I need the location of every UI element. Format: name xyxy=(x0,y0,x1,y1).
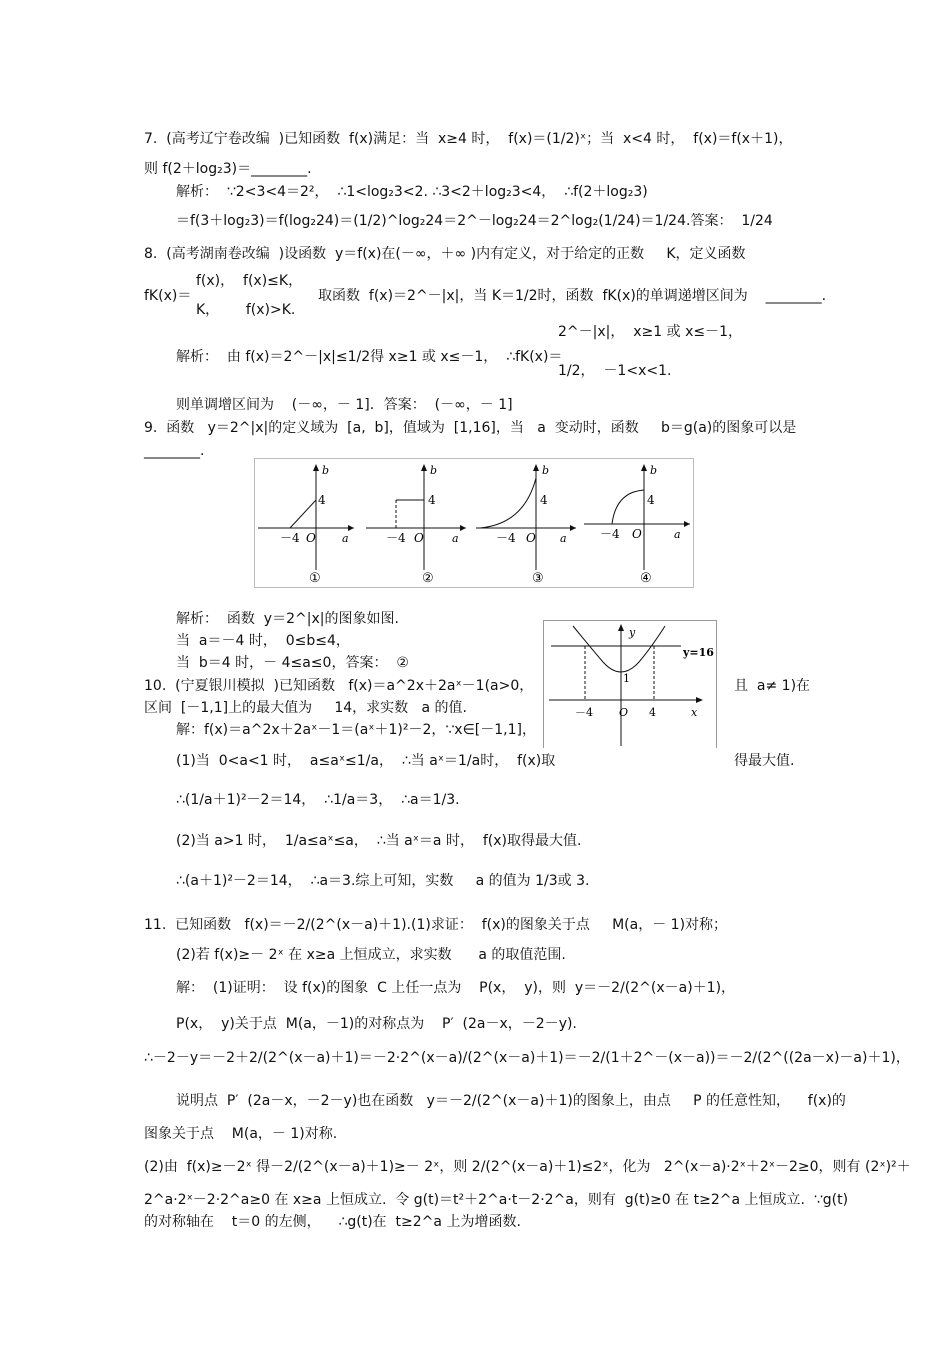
tick-4: 4 xyxy=(540,493,548,507)
a-axis-arrow xyxy=(684,521,690,527)
problem-11-conclusion: 说明点 P′ (2a－x，－2－y)也在函数 y＝－2/(2^(x－a)＋1)的图象上，由点 P 的任意性知， f(x)的 xyxy=(176,1093,846,1109)
problem-11-solution: 解： (1)证明： 设 f(x)的图象 C 上任一点为 P(x， y)，则 y＝－2/(2^(x－a)＋1)， xyxy=(176,980,736,996)
problem-8-answer: 则单调增区间为 (－∞，－ 1]．答案： (－∞，－ 1] xyxy=(176,397,513,413)
problem-8-sol-piece-1: 2^－|x|， x≥1 或 x≤－1， xyxy=(558,324,743,340)
problem-10-solution: 解：f(x)＝a^2x＋2aˣ－1＝(aˣ＋1)²－2，∵x∈[－1,1]， xyxy=(176,722,536,738)
problem-11-part-2: (2)若 f(x)≥－ 2ˣ 在 x≥a 上恒成立，求实数 a 的取值范围. xyxy=(176,947,566,963)
problem-10-case-2: (2)当 a>1 时， 1/a≤aˣ≤a， ∴当 aˣ＝a 时， f(x)取得最大值. xyxy=(176,833,582,849)
curve xyxy=(573,626,665,672)
problem-10-interval: 区间 [－1,1]上的最大值为 14，求实数 a 的值. xyxy=(144,700,467,716)
problem-10-case-1-cont: 得最大值. xyxy=(734,753,795,769)
problem-7-blank: 则 f(2＋log₂3)＝________. xyxy=(144,161,312,177)
problem-11-part-2-end: 的对称轴在 t＝0 的左侧， ∴g(t)在 t≥2^a 上为增函数. xyxy=(144,1214,521,1230)
problem-9-case-2: 当 b＝4 时，－ 4≤a≤0，答案： ② xyxy=(176,655,409,671)
caption-2: ② xyxy=(422,571,434,586)
tick-minus-4: －4 xyxy=(575,706,593,719)
problem-7-answer: ＝f(3＋log₂3)＝f(log₂24)＝(1/2)^log₂24＝2^－log₂24＝2^log₂(1/24)＝1/24.答案： 1/24 xyxy=(176,213,773,229)
a-axis-arrow xyxy=(460,525,466,531)
problem-9-figure xyxy=(254,458,694,588)
caption-3: ③ xyxy=(532,571,544,586)
problem-11-symmetric-point: P(x， y)关于点 M(a，－1)的对称点为 P′ (2a－x，－2－y). xyxy=(176,1016,577,1032)
b-axis-arrow xyxy=(533,464,539,471)
problem-11-part-2-cont: 2^a·2ˣ－2·2^a≥0 在 x≥a 上恒成立. 令 g(t)＝t²＋2^a·t－2·2^a，则有 g(t)≥0 在 t≥2^a 上恒成立. ∵g(t) xyxy=(144,1192,849,1208)
problem-8-sol-piece-2: 1/2， －1<x<1. xyxy=(558,363,672,379)
problem-9-solution: 解析： 函数 y＝2^|x|的图象如图. xyxy=(176,611,399,627)
problem-8-piece-2: K， f(x)>K. xyxy=(196,302,296,318)
origin-label: O xyxy=(526,531,536,545)
tick-4: 4 xyxy=(318,493,326,507)
tick-4: 4 xyxy=(647,493,655,507)
b-label: b xyxy=(430,464,438,477)
caption-1: ① xyxy=(309,571,321,586)
tick-minus-4: －4 xyxy=(600,527,620,541)
problem-11-conclusion-cont: 图象关于点 M(a，－ 1)对称. xyxy=(144,1126,338,1142)
a-axis-arrow xyxy=(570,525,576,531)
x-label: x xyxy=(691,706,698,719)
tick-1: 1 xyxy=(623,672,630,685)
b-axis-arrow xyxy=(421,464,427,471)
tick-minus-4: －4 xyxy=(386,531,406,545)
problem-8-question: 取函数 f(x)＝2^－|x|，当 K＝1/2时，函数 fK(x)的单调递增区间为 ________. xyxy=(318,288,827,304)
problem-9-statement: 9. 函数 y＝2^|x|的定义域为 [a, b]，值域为 [1,16]，当 a 变动时，函数 b＝g(a)的图象可以是 xyxy=(144,420,797,436)
graph-3 xyxy=(476,464,576,586)
a-label: a xyxy=(452,532,459,545)
graph-2 xyxy=(366,464,466,586)
y-axis-arrow xyxy=(618,624,624,631)
b-label: b xyxy=(542,464,550,477)
curve-segment xyxy=(480,478,536,528)
b-label: b xyxy=(650,464,658,477)
problem-10-figure xyxy=(543,620,719,748)
problem-10-case-1: (1)当 0<a<1 时， a≤aˣ≤1/a， ∴当 aˣ＝1/a时， f(x)取 xyxy=(176,753,556,769)
problem-11-part-2-solution: (2)由 f(x)≥－2ˣ 得－2/(2^(x－a)＋1)≥－ 2ˣ，则 2/(2^(x－a)＋1)≤2ˣ，化为 2^(x－a)·2ˣ＋2ˣ－2≥0，则有 (2ˣ)²＋ xyxy=(144,1159,911,1175)
tick-4: 4 xyxy=(649,706,656,719)
problem-9-blank: ________. xyxy=(144,443,205,459)
b-axis-arrow xyxy=(641,464,647,471)
problem-11-statement: 11. 已知函数 f(x)＝－2/(2^(x－a)＋1).(1)求证： f(x)的图象关于点 M(a，－ 1)对称； xyxy=(144,917,728,933)
problem-8-piece-1: f(x)， f(x)≤K， xyxy=(196,273,303,289)
curve-segment xyxy=(612,490,644,524)
tick-minus-4: －4 xyxy=(280,531,300,545)
b-axis-arrow xyxy=(313,464,319,471)
problem-7-solution: 解析： ∵2<3<4＝2²， ∴1<log₂3<2. ∴3<2＋log₂3<4， ∴f(2＋log₂3) xyxy=(176,184,648,200)
a-label: a xyxy=(560,532,567,545)
problem-7-statement: 7. (高考辽宁卷改编 )已知函数 f(x)满足：当 x≥4 时， f(x)＝(1/2)ˣ；当 x<4 时， f(x)＝f(x＋1)， xyxy=(144,131,793,147)
origin-label: O xyxy=(306,531,316,545)
tick-minus-4: －4 xyxy=(496,531,516,545)
problem-10-case-1-result: ∴(1/a＋1)²－2＝14， ∴1/a＝3， ∴a＝1/3. xyxy=(176,792,460,808)
graph-1 xyxy=(258,464,354,586)
y-label: y xyxy=(629,626,636,639)
problem-10-statement: 10. (宁夏银川模拟 )已知函数 f(x)＝a^2x＋2aˣ－1(a>0， xyxy=(144,678,534,694)
tick-4: 4 xyxy=(428,493,436,507)
line-label: y=16 xyxy=(683,646,714,659)
graph-4 xyxy=(584,464,690,586)
problem-8-solution: 解析： 由 f(x)＝2^－|x|≤1/2得 x≥1 或 x≤－1， ∴fK(x)＝ xyxy=(176,349,563,365)
problem-10-answer: ∴(a＋1)²－2＝14， ∴a＝3.综上可知，实数 a 的值为 1/3或 3. xyxy=(176,873,590,889)
origin-label: O xyxy=(414,531,424,545)
problem-9-case-1: 当 a＝－4 时， 0≤b≤4， xyxy=(176,633,350,649)
figure-frame xyxy=(255,459,694,588)
origin-label: O xyxy=(632,527,642,541)
problem-8-fk-def: fK(x)＝ xyxy=(144,288,192,304)
curve-segment xyxy=(290,500,316,528)
b-label: b xyxy=(322,464,330,477)
a-axis-arrow xyxy=(348,525,354,531)
a-label: a xyxy=(674,528,681,541)
problem-11-derivation: ∴－2－y＝－2＋2/(2^(x－a)＋1)＝－2·2^(x－a)/(2^(x－a)＋1)＝－2/(1＋2^－(x－a))＝－2/(2^((2a－x)－a)＋1)， xyxy=(144,1050,910,1066)
caption-4: ④ xyxy=(640,571,652,586)
a-label: a xyxy=(342,532,349,545)
problem-10-statement-cont: 且 a≠ 1)在 xyxy=(734,678,811,694)
x-axis-arrow xyxy=(696,697,703,703)
problem-8-statement: 8. (高考湖南卷改编 )设函数 y＝f(x)在(－∞，＋∞ )内有定义，对于给定的正数 K，定义函数 xyxy=(144,246,746,262)
origin-label: O xyxy=(619,706,629,719)
